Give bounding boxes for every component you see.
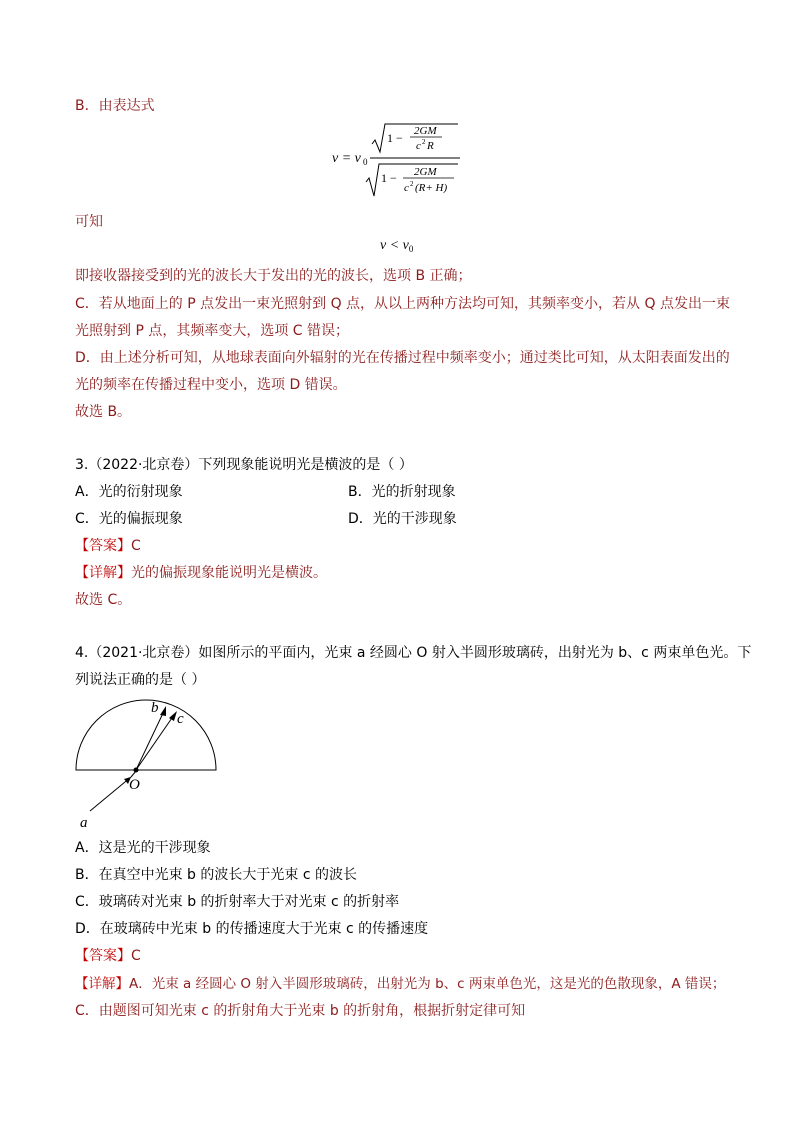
q4-option-b: B．在真空中光束 b 的波长大于光束 c 的波长	[75, 867, 357, 883]
formula-lhs: ν = ν	[332, 151, 361, 166]
q4-stem-line1: 4.（2021·北京卷）如图所示的平面内，光束 a 经圆心 O 射入半圆形玻璃砖，出射光为 b、c 两束单色光。下	[75, 645, 752, 661]
num-bot-sup: 2	[422, 138, 426, 146]
num-top: 2GM	[414, 125, 437, 137]
kezhi-label: 可知	[75, 214, 103, 230]
option-b-conclusion: 即接收器接受到的光的波长大于发出的光的波长，选项 B 正确；	[75, 268, 472, 284]
ray-b	[136, 709, 165, 770]
q4-stem-line2: 列说法正确的是（ ）	[75, 672, 206, 688]
center-point-o	[134, 768, 139, 773]
q4-answer: 【答案】C	[75, 948, 141, 964]
q4-option-a: A．这是光的干涉现象	[75, 840, 211, 856]
option-b-intro: B．由表达式	[75, 98, 155, 114]
num-bot-c: c	[416, 140, 421, 152]
q3-detail: 【详解】光的偏振现象能说明光是横波。	[75, 565, 327, 581]
q3-answer: 【答案】C	[75, 538, 141, 554]
den-bot-c: c	[404, 182, 409, 194]
num-one: 1 −	[387, 131, 403, 145]
q3-option-a: A．光的衍射现象	[75, 484, 183, 500]
option-c-line1: C．若从地面上的 P 点发出一束光照射到 Q 点，从以上两种方法均可知，其频率变小，若从 Q 点发出一束	[75, 296, 730, 312]
option-d-line2: 光的频率在传播过程中变小，选项 D 错误。	[75, 377, 347, 393]
formula-frequency-ratio	[330, 118, 470, 203]
glass-semicircle-figure	[70, 695, 230, 830]
q4-detail-a: 【详解】A．光束 a 经圆心 O 射入半圆形玻璃砖，出射光为 b、c 两束单色光，这是光的色散现象，A 错误；	[75, 976, 726, 992]
semicircle-glass	[76, 700, 216, 770]
den-bot-sup: 2	[410, 180, 414, 188]
den-one: 1 −	[381, 171, 397, 185]
inequality: $\nu < \nu_0$	[380, 238, 414, 254]
ray-c	[136, 715, 174, 770]
den-top: 2GM	[414, 166, 437, 178]
option-c-line2: 光照射到 P 点，其频率变大，选项 C 错误；	[75, 323, 350, 339]
q4-option-d: D．在玻璃砖中光束 b 的传播速度大于光束 c 的传播速度	[75, 921, 429, 937]
q3-option-c: C．光的偏振现象	[75, 511, 183, 527]
q3-conclusion: 故选 C。	[75, 592, 132, 608]
q4-detail-c: C．由题图可知光束 c 的折射角大于光束 b 的折射角，根据折射定律可知	[75, 1003, 526, 1019]
ray-a	[90, 777, 131, 811]
den-bot-r: (R+ H)	[415, 182, 448, 194]
num-bot-r: R	[427, 140, 434, 152]
q3-stem: 3.（2022·北京卷）下列现象能说明光是横波的是（ ）	[75, 457, 413, 473]
label-a: a	[80, 815, 88, 830]
q3-option-d: D．光的干涉现象	[348, 511, 457, 527]
formula-lhs-sub: 0	[363, 157, 368, 167]
q2-conclusion: 故选 B。	[75, 404, 132, 420]
label-b: b	[151, 700, 159, 716]
ray-b-arrowhead	[160, 706, 166, 716]
label-o: O	[129, 777, 140, 793]
q3-option-b: B．光的折射现象	[348, 484, 456, 500]
label-c: c	[177, 711, 184, 727]
q4-option-c: C．玻璃砖对光束 b 的折射率大于对光束 c 的折射率	[75, 894, 400, 910]
ray-c-arrowhead	[169, 711, 177, 721]
option-d-line1: D．由上述分析可知，从地球表面向外辐射的光在传播过程中频率变小；通过类比可知，从太阳表面发出的	[75, 350, 730, 366]
